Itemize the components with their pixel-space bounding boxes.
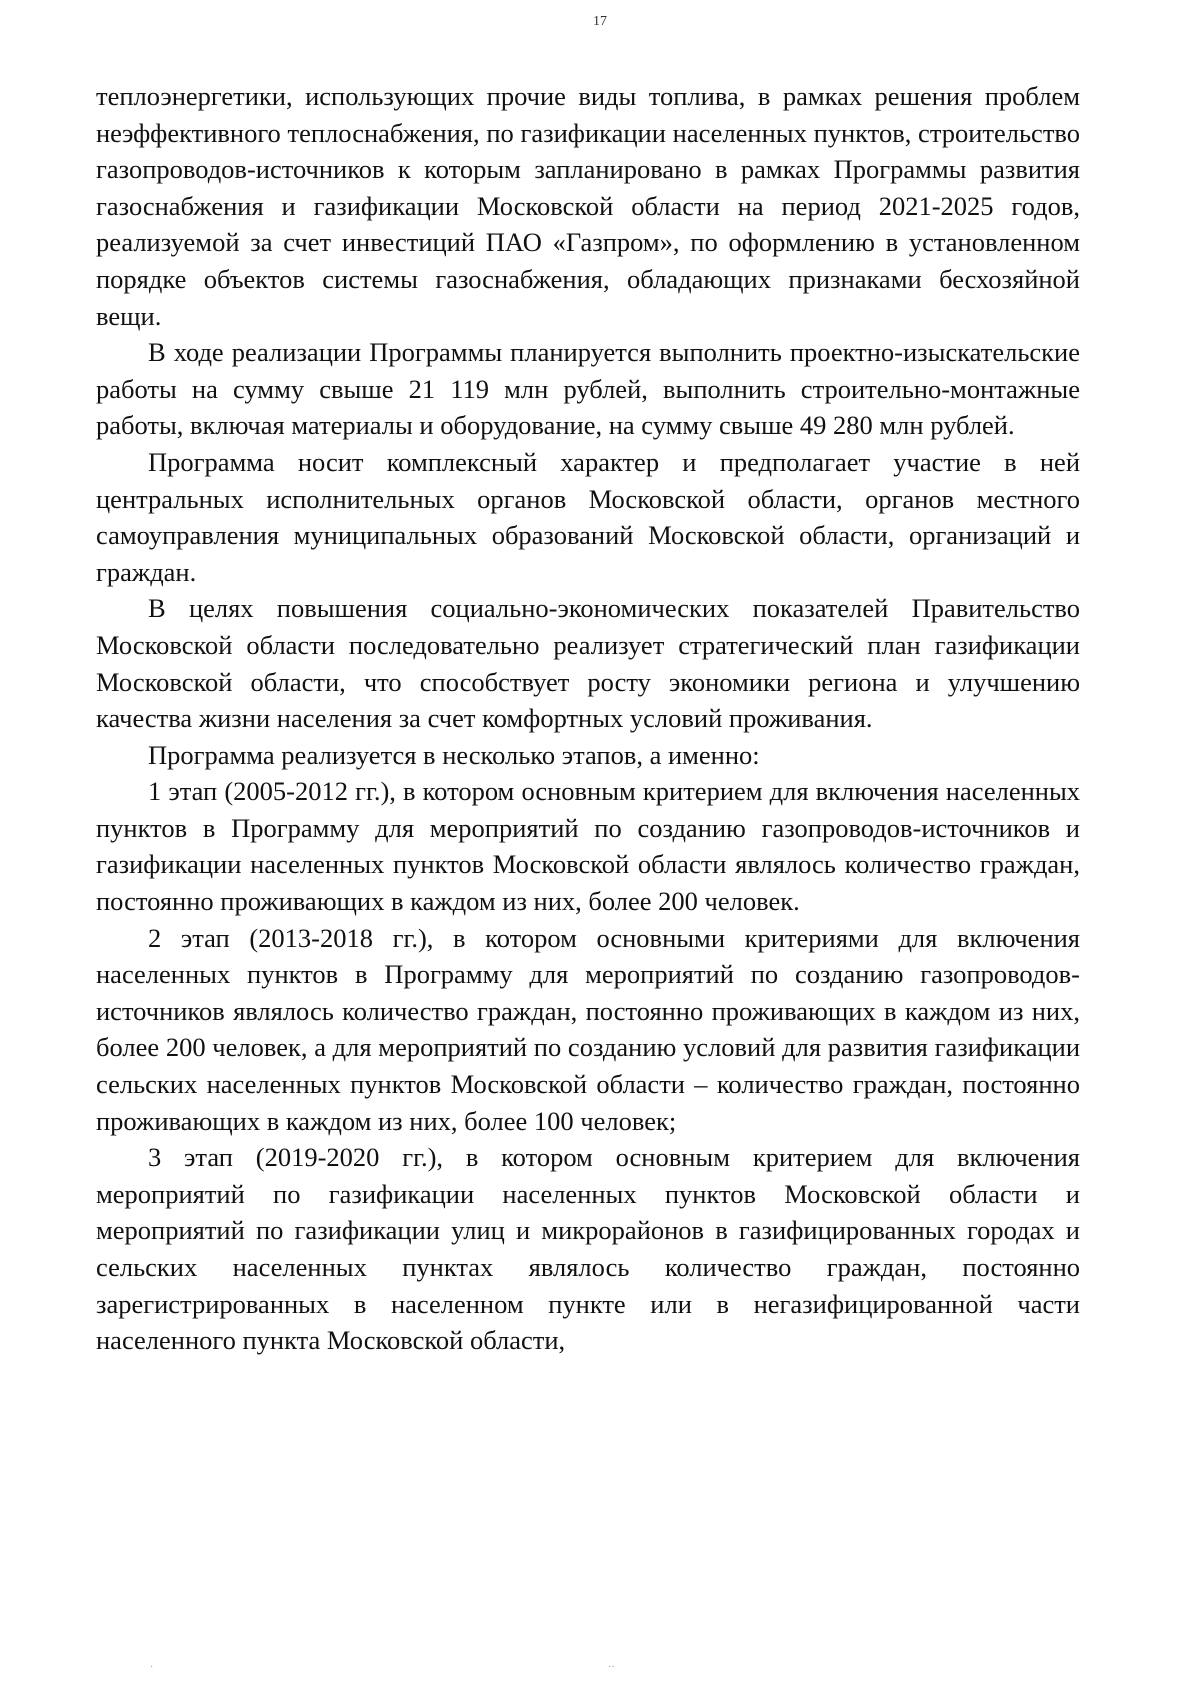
paragraph: В ходе реализации Программы планируется выполнить проектно-изыскательские работы на сумму свыше 21 119 млн рублей, выполнить строительно-монтажные работы, включая материалы и оборудование, на сумму свыше 49 280 млн рублей. <box>96 337 1080 441</box>
scan-speck: ·· <box>608 1662 615 1673</box>
paragraph: 2 этап (2013-2018 гг.), в котором основными критериями для включения населенных пунктов в Программу для мероприятий по созданию газопроводов-источников являлось количество граждан, постоянно проживающих в каждом из них, более 200 человек, а для мероприятий по созданию условий для развития газификации сельских населенных пунктов Московской области – количество граждан, постоянно проживающих в каждом из них, более 100 человек; <box>96 922 1080 1136</box>
paragraph: Программа реализуется в несколько этапов, а именно: <box>148 739 760 770</box>
paragraph: теплоэнергетики, использующих прочие виды топлива, в рамках решения проблем неэффективного теплоснабжения, по газификации населенных пунктов, строительство газопроводов-источников к которым запланировано в рамках Программы развития газоснабжения и газификации Московской области на период 2021-2025 годов, реализуемой за счет инвестиций ПАО «Газпром», по оформлению в установленном порядке объектов системы газоснабжения, обладающих признаками бесхозяйной вещи. <box>96 81 1080 331</box>
paragraph: В целях повышения социально-экономических показателей Правительство Московской области последовательно реализует стратегический план газификации Московской области, что способствует росту экономики региона и улучшению качества жизни населения за счет комфортных условий проживания. <box>96 593 1080 734</box>
paragraph: Программа носит комплексный характер и предполагает участие в ней центральных исполнительных органов Московской области, органов местного самоуправления муниципальных образований Московской области, организаций и граждан. <box>96 446 1080 587</box>
document-body <box>96 78 1080 1359</box>
paragraph: 1 этап (2005-2012 гг.), в котором основным критерием для включения населенных пунктов в Программу для мероприятий по созданию газопроводов-источников и газификации населенных пунктов Московской области являлось количество граждан, постоянно проживающих в каждом из них, более 200 человек. <box>96 776 1080 917</box>
page-number: 17 <box>593 14 607 29</box>
paragraph: 3 этап (2019-2020 гг.), в котором основным критерием для включения мероприятий по газификации населенных пунктов Московской области и мероприятий по газификации улиц и микрорайонов в газифицированных городах и сельских населенных пунктах являлось количество граждан, постоянно зарегистрированных в населенном пункте или в негазифицированной части населенного пункта Московской области, <box>96 1142 1080 1356</box>
scan-speck: · <box>150 1662 154 1673</box>
